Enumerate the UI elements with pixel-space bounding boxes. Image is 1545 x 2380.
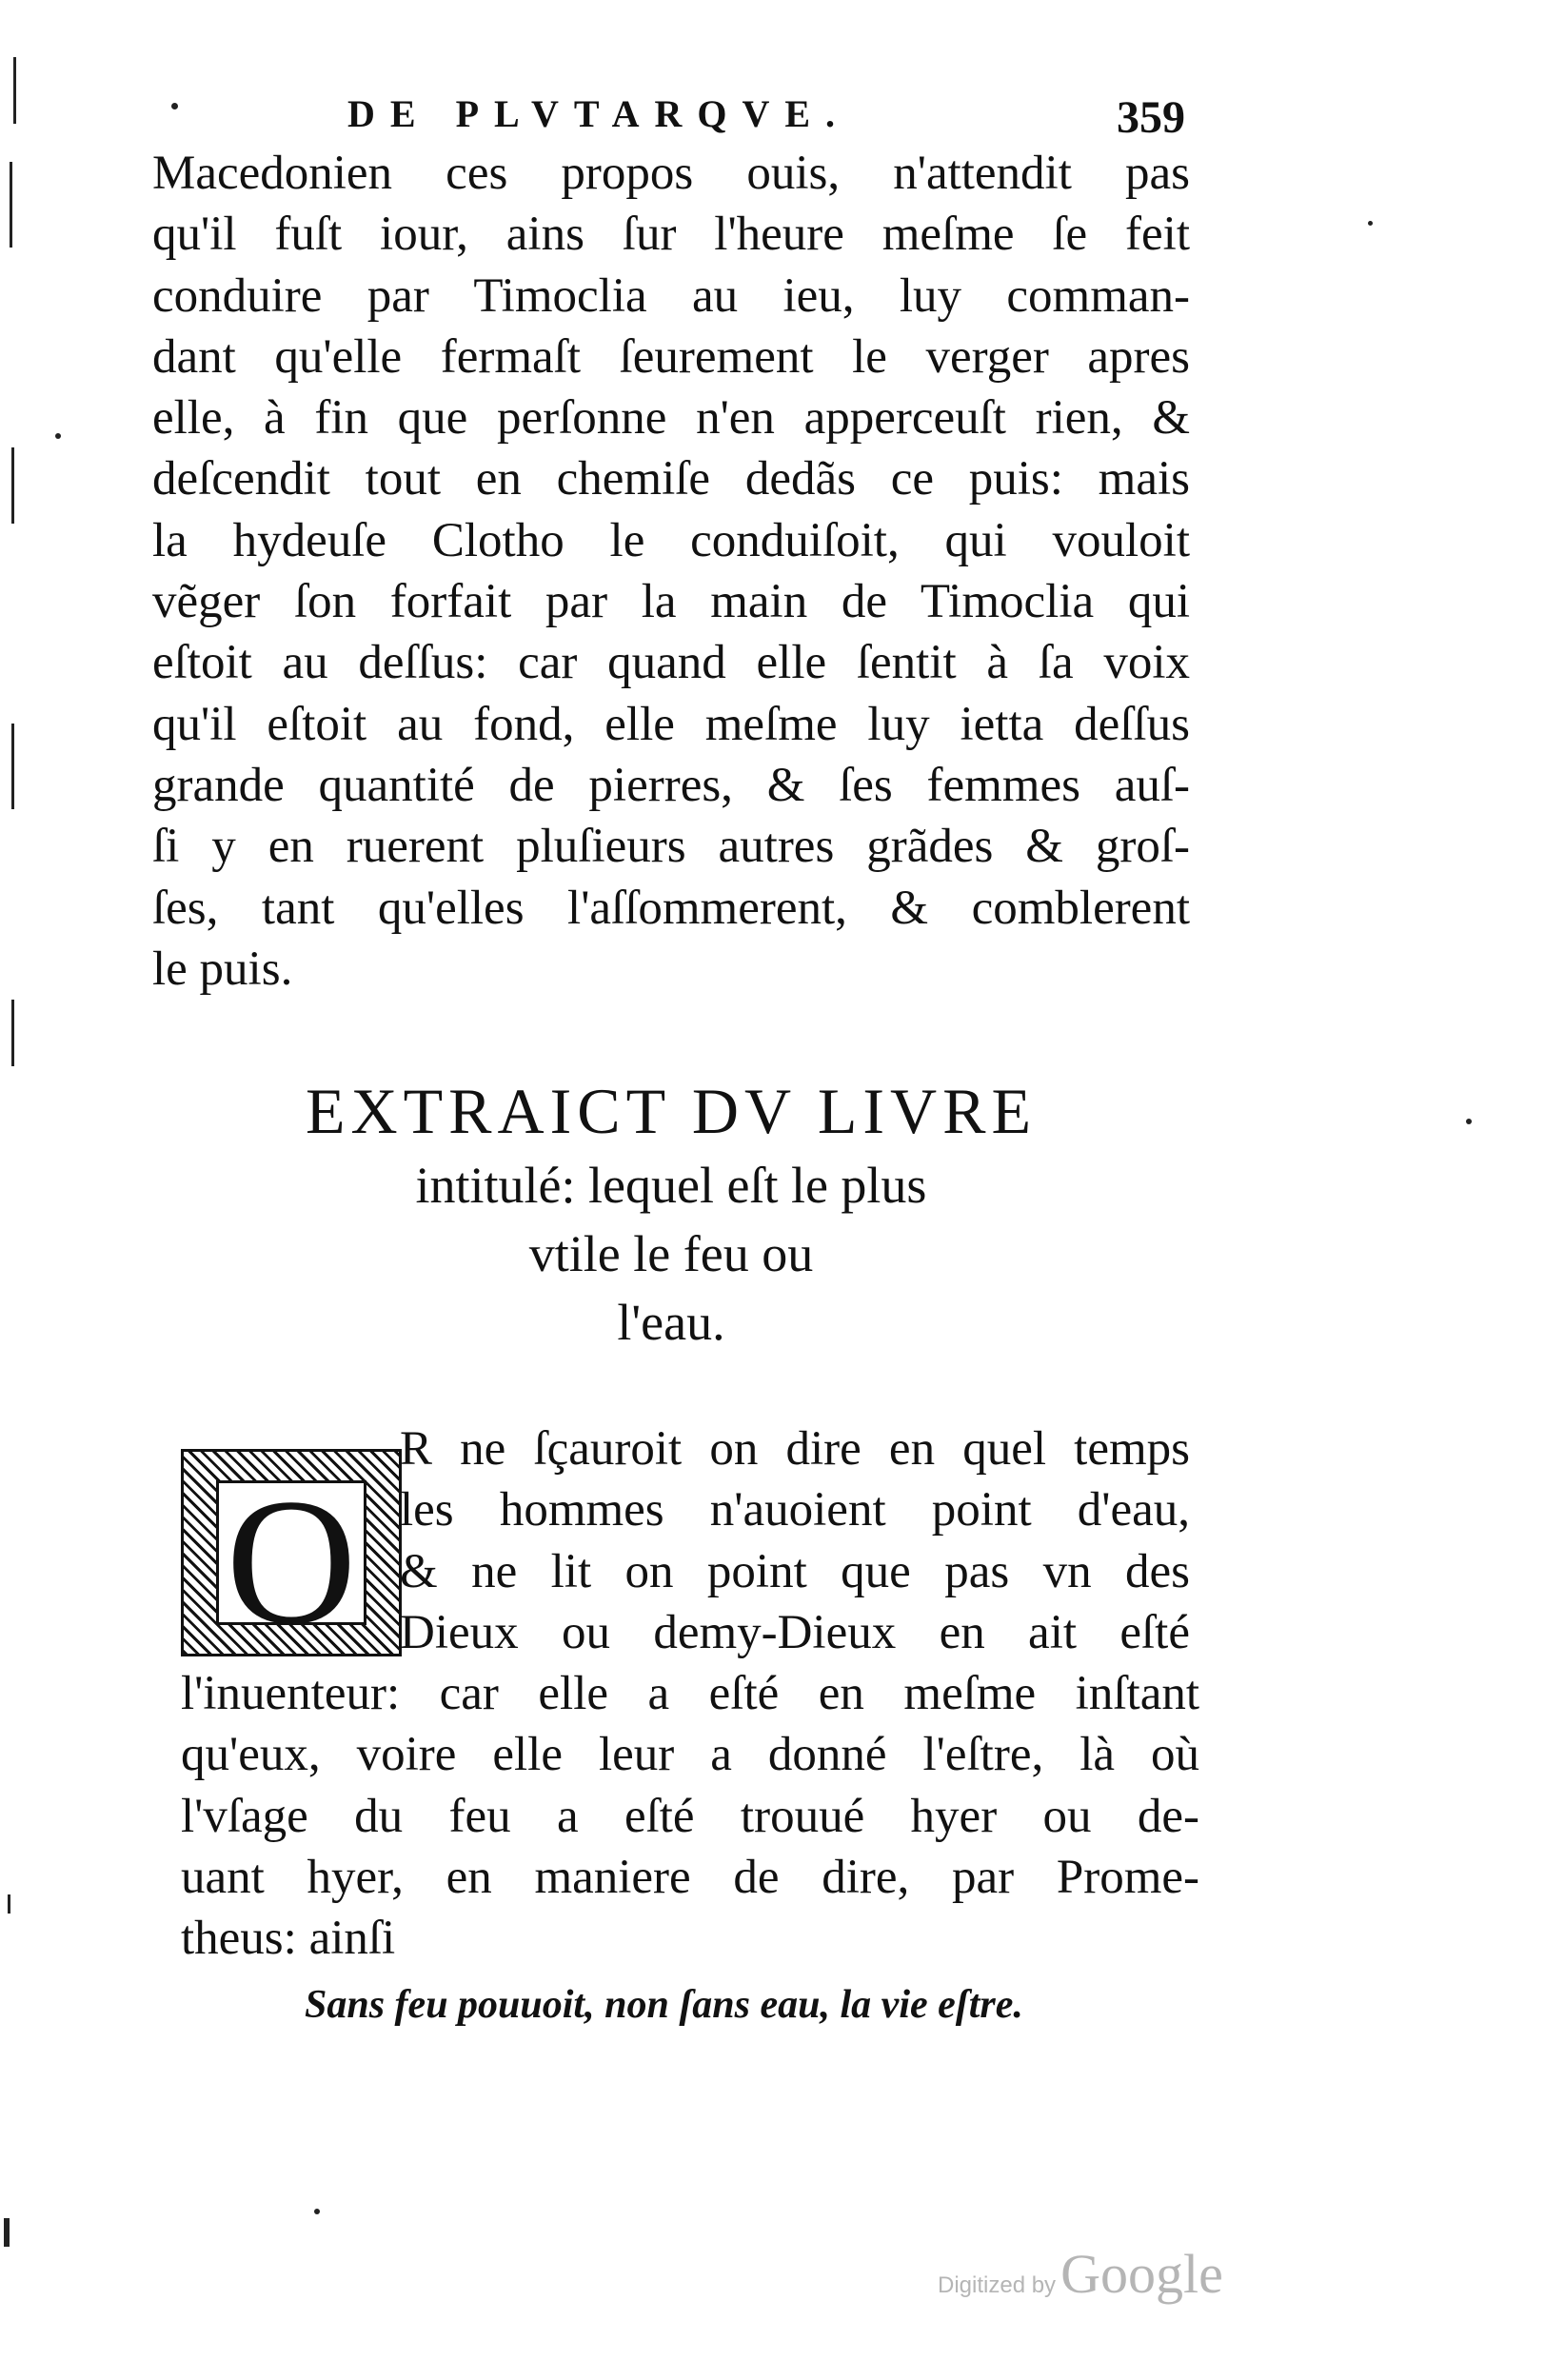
text-line: ſi y en ruerent pluſieurs autres grãdes & groſ- bbox=[152, 820, 1190, 874]
section-heading-main: EXTRAICT DV LIVRE bbox=[305, 1075, 1038, 1147]
text-line: ſes, tant qu'elles l'aſſommerent, & comblerent bbox=[152, 881, 1190, 935]
scan-edge-mark bbox=[11, 1000, 14, 1066]
verse-quotation: Sans feu pouuoit, non ſans eau, la vie eſtre. bbox=[305, 1983, 1023, 2027]
running-head bbox=[176, 91, 1185, 149]
watermark-brand: Google bbox=[1060, 2243, 1223, 2305]
text-line: eſtoit au deſſus: car quand elle ſentit à ſa voix bbox=[152, 636, 1190, 690]
scan-dot bbox=[1368, 221, 1373, 226]
paragraph-opening bbox=[400, 1418, 1190, 1663]
text-line: & ne lit on point que pas vn des bbox=[400, 1544, 1190, 1598]
text-line: grande quantité de pierres, & ſes femmes auſ- bbox=[152, 758, 1190, 812]
text-line: Dieux ou demy-Dieux en ait eſté bbox=[400, 1605, 1190, 1659]
scan-edge-mark bbox=[4, 2218, 10, 2247]
section-heading-subline: intitulé: lequel eſt le plus bbox=[415, 1157, 927, 1214]
text-line: l'inuenteur: car elle a eſté en meſme inſtant bbox=[181, 1667, 1199, 1720]
text-line: qu'il fuſt iour, ains ſur l'heure meſme ſe feit bbox=[152, 208, 1190, 262]
paragraph-body bbox=[181, 1663, 1199, 1969]
scan-edge-mark bbox=[10, 162, 12, 248]
text-line: conduire par Timoclia au ieu, luy comman- bbox=[152, 268, 1190, 323]
text-line: qu'eux, voire elle leur a donné l'eſtre, là où bbox=[181, 1728, 1199, 1782]
text-line: vẽger ſon forfait par la main de Timoclia qui bbox=[152, 575, 1190, 629]
digitization-watermark bbox=[938, 2242, 1223, 2306]
text-line: theus: ainſi bbox=[181, 1912, 396, 1966]
text-line: uant hyer, en maniere de dire, par Prome- bbox=[181, 1850, 1199, 1904]
text-line: deſcendit tout en chemiſe dedãs ce puis: mais bbox=[152, 452, 1190, 506]
scan-edge-mark bbox=[11, 724, 14, 809]
scan-dot bbox=[1466, 1119, 1472, 1124]
text-line: qu'il eſtoit au fond, elle meſme luy ietta deſſus bbox=[152, 697, 1190, 751]
section-heading-subline: vtile le feu ou bbox=[528, 1225, 814, 1282]
page-number: 359 bbox=[1117, 92, 1185, 143]
text-line: l'vſage du feu a eſté trouué hyer ou de- bbox=[181, 1789, 1199, 1843]
running-title: DE PLVTARQVE. bbox=[347, 92, 851, 135]
text-line: elle, à fin que perſonne n'en apperceuſt rien, & bbox=[152, 391, 1190, 446]
text-line: Macedonien ces propos ouis, n'attendit pas bbox=[152, 147, 1190, 200]
section-heading bbox=[152, 1071, 1190, 1357]
dropcap-frame bbox=[216, 1462, 366, 1662]
text-line: R ne ſçauroit on dire en quel temps bbox=[400, 1422, 1190, 1476]
watermark-prefix: Digitized by bbox=[938, 2272, 1057, 2298]
scan-edge-mark bbox=[13, 57, 16, 124]
text-line: le puis. bbox=[152, 942, 293, 996]
scan-dot bbox=[314, 2209, 320, 2214]
section-heading-subline: l'eau. bbox=[617, 1294, 725, 1351]
paragraph-continuation bbox=[152, 143, 1190, 1000]
text-line: les hommes n'auoient point d'eau, bbox=[400, 1483, 1190, 1537]
text-line: la hydeuſe Clotho le conduiſoit, qui vouloit bbox=[152, 513, 1190, 567]
scan-edge-mark bbox=[11, 447, 14, 524]
dropcap-letter: O bbox=[226, 1462, 357, 1662]
scan-dot bbox=[55, 433, 61, 439]
scan-edge-mark bbox=[8, 1894, 10, 1914]
text-line: dant qu'elle fermaſt ſeurement le verger apres bbox=[152, 329, 1190, 384]
ornamental-dropcap bbox=[181, 1449, 402, 1662]
